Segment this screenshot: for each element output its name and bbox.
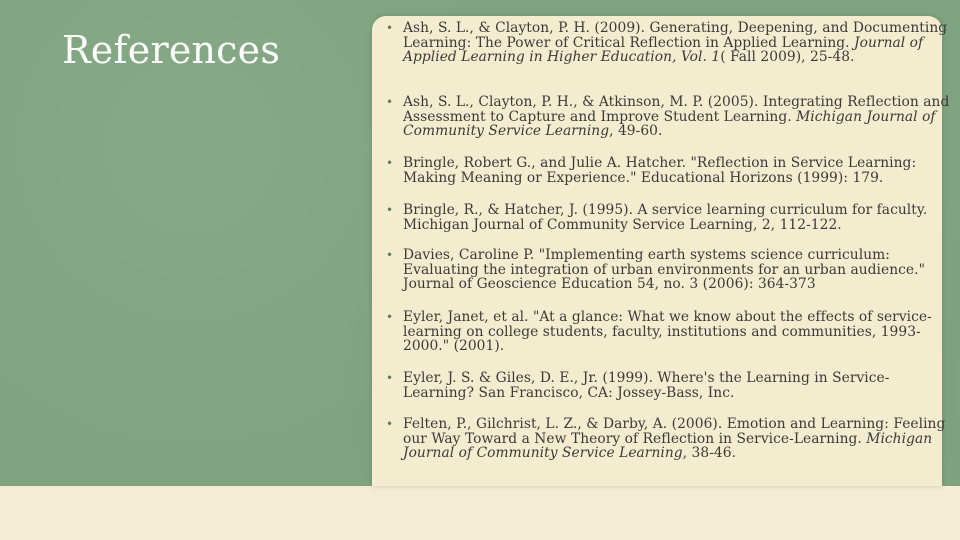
bullet-icon: • — [386, 417, 394, 431]
reference-item — [376, 310, 958, 354]
bullet-icon: • — [386, 310, 394, 324]
bottom-band — [0, 486, 960, 540]
reference-text: Davies, Caroline P. "Implementing earth systems science curriculum: Evaluating the integration of urban environments for an urban audience." Journal of Geoscience Education 54, no. 3 (2006): 364-373 — [403, 247, 925, 293]
bullet-icon: • — [386, 95, 394, 109]
reference-text: Felten, P., Gilchrist, L. Z., & Darby, A. (2006). Emotion and Learning: Feeling our Way Toward a New Theory of Reflection in Service-Learning. — [403, 416, 946, 447]
reference-text: Eyler, J. S. & Giles, D. E., Jr. (1999). Where's the Learning in Service-Learning? San Francisco, CA: Jossey-Bass, Inc. — [403, 370, 890, 401]
reference-text: Ash, S. L., Clayton, P. H., & Atkinson, M. P. (2005). Integrating Reflection and Assessment to Capture and Improve Student Learning. — [403, 94, 950, 125]
bullet-icon: • — [386, 156, 394, 170]
bullet-icon: • — [386, 21, 394, 35]
reference-text: , 38-46. — [682, 445, 737, 462]
reference-item — [376, 95, 958, 139]
reference-item — [376, 203, 958, 232]
reference-text: ( Fall 2009), 25-48. — [720, 49, 855, 66]
reference-item — [376, 156, 958, 185]
reference-text: Ash, S. L., & Clayton, P. H. (2009). Generating, Deepening, and Documenting Learning: The Power of Critical Reflection in Applied Learning. — [403, 20, 948, 51]
reference-text: Bringle, Robert G., and Julie A. Hatcher. "Reflection in Service Learning: Making Meaning or Experience." Educational Horizons (1999): 179. — [403, 155, 917, 186]
bullet-icon: • — [386, 203, 394, 217]
reference-item — [376, 417, 958, 461]
reference-item — [376, 21, 958, 65]
slide-title: References — [62, 28, 281, 72]
reference-italic-text: Journal of Applied Learning in Higher Education, Vol. 1 — [403, 34, 924, 66]
reference-text: Eyler, Janet, et al. "At a glance: What we know about the effects of service-learning on college students, faculty, institutions and communities, 1993-2000." (2001). — [403, 309, 932, 355]
reference-italic-text: Michigan Journal of Community Service Learning — [403, 430, 933, 462]
reference-item — [376, 371, 958, 400]
reference-text: , 49-60. — [609, 123, 663, 140]
reference-text: Bringle, R., & Hatcher, J. (1995). A service learning curriculum for faculty. Michigan Journal of Community Service Learning, 2, 112-122. — [403, 202, 928, 233]
reference-italic-text: Michigan Journal of Community Service Learning — [403, 108, 936, 140]
bullet-icon: • — [386, 248, 394, 262]
reference-item — [376, 248, 958, 292]
bullet-icon: • — [386, 371, 394, 385]
